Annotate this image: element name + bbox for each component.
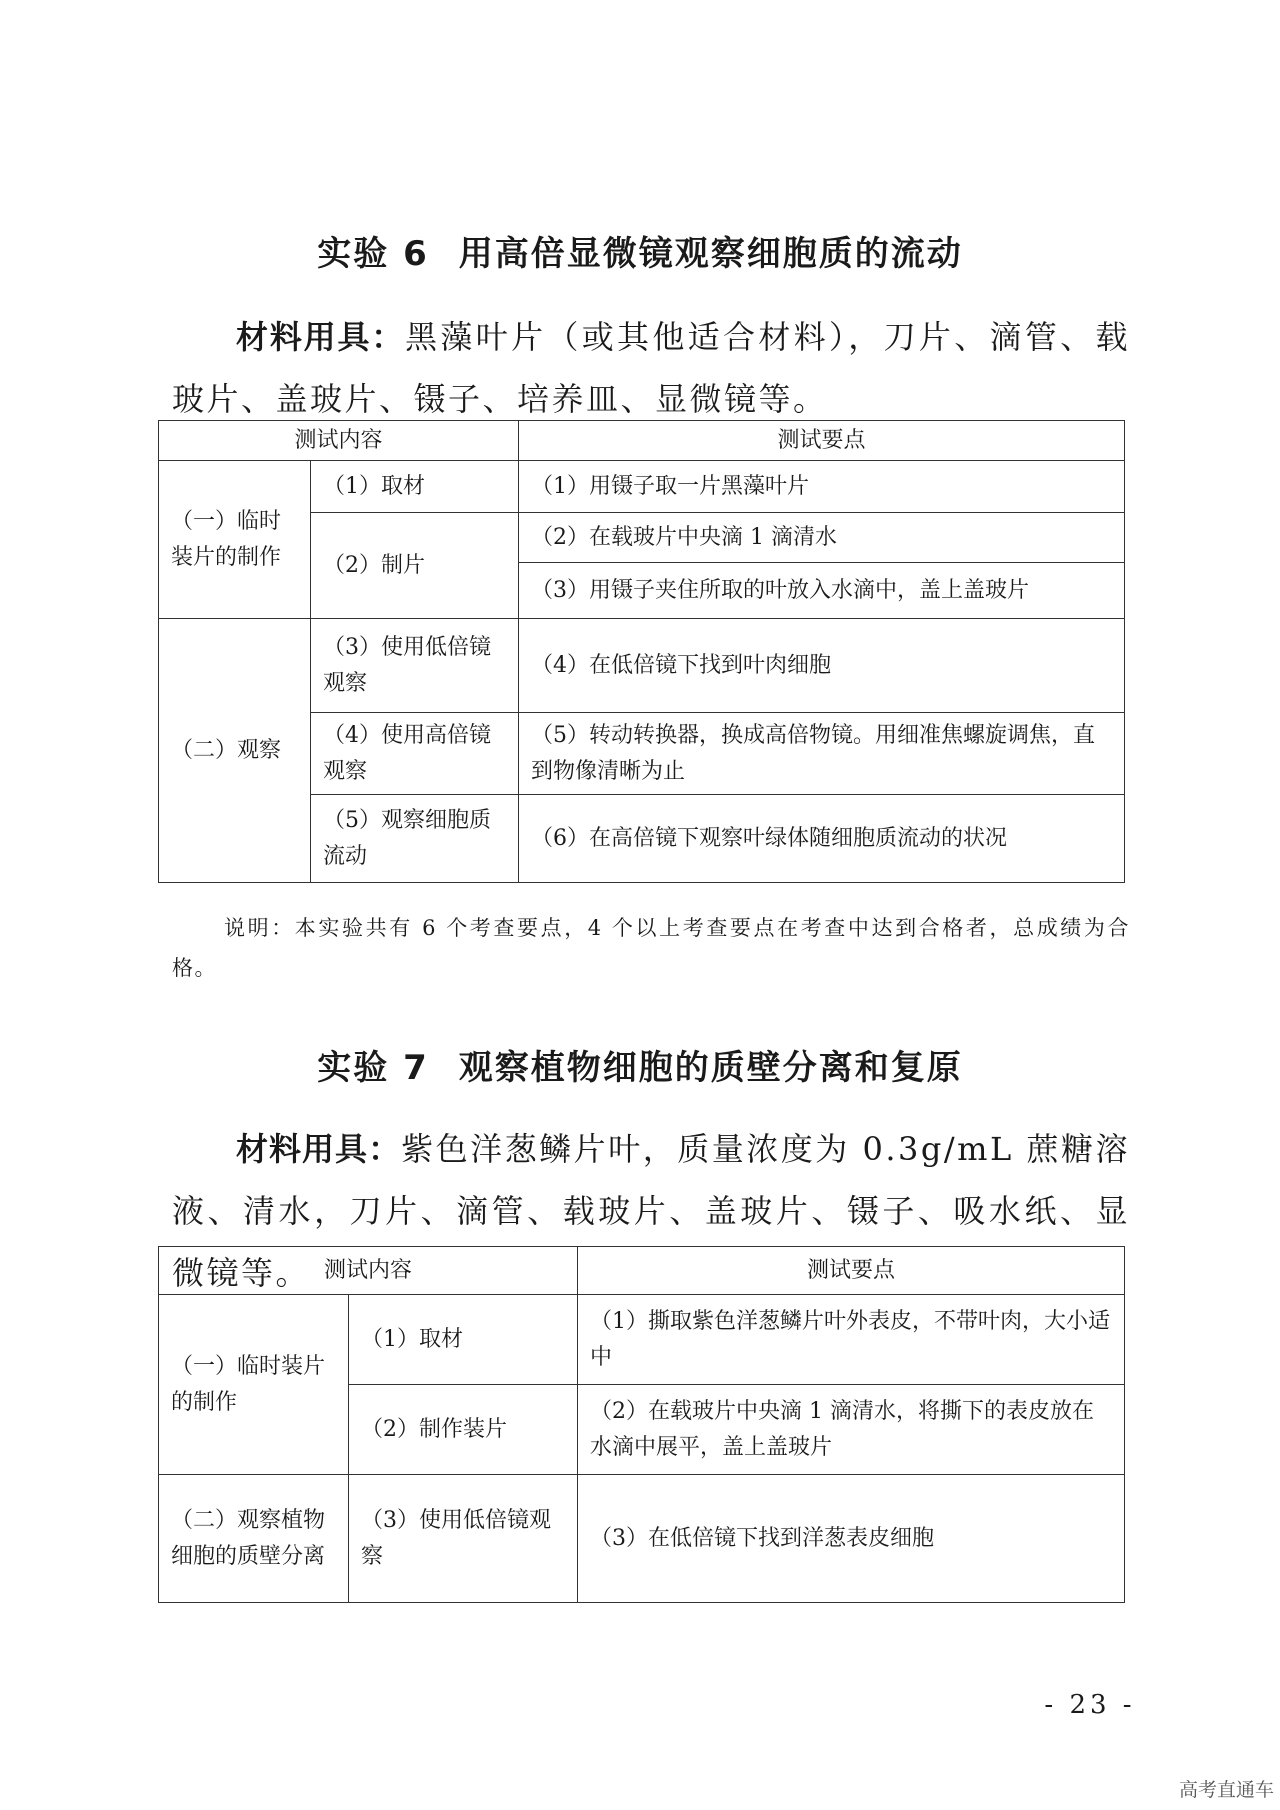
materials-label: 材料用具： <box>236 318 406 356</box>
experiment-7-name: 观察植物细胞的质壁分离和复原 <box>458 1048 963 1088</box>
materials-label: 材料用具： <box>236 1130 402 1168</box>
item-cell: （1）取材 <box>311 461 519 513</box>
item-cell: （1）取材 <box>349 1295 578 1385</box>
point-cell: （6）在高倍镜下观察叶绿体随细胞质流动的状况 <box>519 795 1125 883</box>
point-cell: （2）在载玻片中央滴 1 滴清水，将撕下的表皮放在水滴中展平，盖上盖玻片 <box>578 1385 1125 1475</box>
experiment-6-number: 实验 6 <box>317 234 429 274</box>
table-header-row <box>159 421 1125 461</box>
item-cell: （2）制片 <box>311 513 519 619</box>
header-test-points: 测试要点 <box>578 1247 1125 1295</box>
point-cell: （2）在载玻片中央滴 1 滴清水 <box>519 513 1125 563</box>
table-header-row <box>159 1247 1125 1295</box>
group-cell: （一）临时装片的制作 <box>159 1295 349 1475</box>
watermark: 高考直通车 <box>1178 1779 1274 1801</box>
point-cell: （1）撕取紫色洋葱鳞片叶外表皮，不带叶肉，大小适中 <box>578 1295 1125 1385</box>
experiment-6-note: 说明：本实验共有 6 个考查要点，4 个以上考查要点在考查中达到合格者，总成绩为合格。 <box>172 916 1130 980</box>
header-test-content: 测试内容 <box>159 1247 578 1295</box>
item-cell: （2）制作装片 <box>349 1385 578 1475</box>
experiment-6-name: 用高倍显微镜观察细胞质的流动 <box>458 234 963 274</box>
point-cell: （5）转动转换器，换成高倍物镜。用细准焦螺旋调焦，直到物像清晰为止 <box>519 713 1125 795</box>
point-cell: （4）在低倍镜下找到叶肉细胞 <box>519 619 1125 713</box>
experiment-7-number: 实验 7 <box>317 1048 429 1088</box>
group-cell: （一）临时装片的制作 <box>159 461 311 619</box>
experiment-6-table <box>158 420 1125 883</box>
table-row <box>159 1295 1125 1385</box>
header-test-points: 测试要点 <box>519 421 1125 461</box>
table-row <box>159 619 1125 713</box>
item-cell: （4）使用高倍镜观察 <box>311 713 519 795</box>
page-number: - 23 - <box>1044 1690 1136 1720</box>
experiment-6-materials <box>172 306 1130 430</box>
item-cell: （5）观察细胞质流动 <box>311 795 519 883</box>
table-row <box>159 1475 1125 1603</box>
experiment-7-title <box>0 1040 1280 1089</box>
point-cell: （1）用镊子取一片黑藻叶片 <box>519 461 1125 513</box>
item-cell: （3）使用低倍镜观察 <box>349 1475 578 1603</box>
header-test-content: 测试内容 <box>159 421 519 461</box>
materials-text: 紫色洋葱鳞片叶，质量浓度为 0.3g/mL 蔗糖溶液、清水，刀片、滴管、载玻片、盖玻片、镊子、吸水纸、显微镜等。 <box>172 1130 1130 1292</box>
group-cell: （二）观察植物细胞的质壁分离 <box>159 1475 349 1603</box>
table-row <box>159 461 1125 513</box>
point-cell: （3）用镊子夹住所取的叶放入水滴中，盖上盖玻片 <box>519 563 1125 619</box>
experiment-7-table <box>158 1246 1125 1603</box>
group-cell: （二）观察 <box>159 619 311 883</box>
materials-text: 黑藻叶片（或其他适合材料），刀片、滴管、载玻片、盖玻片、镊子、培养皿、显微镜等。 <box>172 318 1130 418</box>
point-cell: （3）在低倍镜下找到洋葱表皮细胞 <box>578 1475 1125 1603</box>
item-cell: （3）使用低倍镜观察 <box>311 619 519 713</box>
experiment-6-title <box>0 226 1280 275</box>
